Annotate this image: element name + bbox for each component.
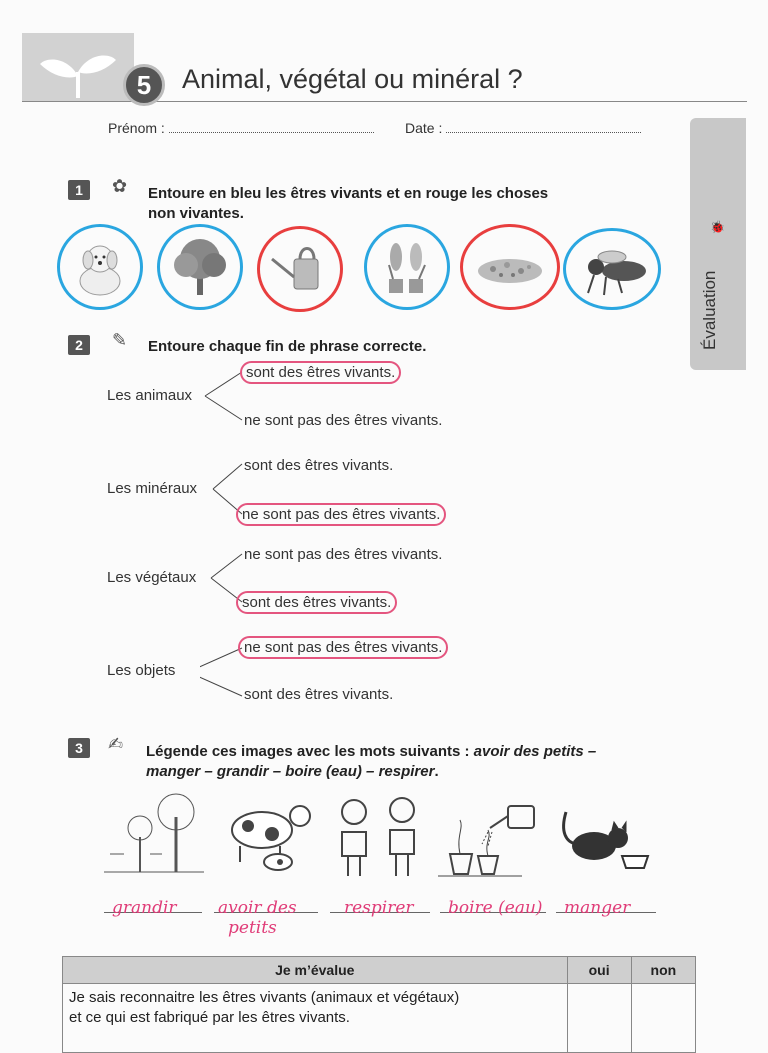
subject-vegetaux: Les végétaux <box>107 569 197 586</box>
exercise-2-number: 2 <box>68 335 90 355</box>
gravel-circle[interactable] <box>460 224 560 310</box>
cow-and-calf-icon <box>218 792 318 882</box>
dog-icon <box>60 227 140 307</box>
exercise-3-instruction: Légende ces images avec les mots suivants : avoir des petits – manger – grandir – boire (eau) – respirer. <box>146 743 597 780</box>
non-checkbox-cell[interactable] <box>631 984 695 1053</box>
option-vegetaux-bottom[interactable]: sont des êtres vivants. <box>236 591 397 614</box>
hyacinth-icon <box>367 227 447 307</box>
bee-icon <box>566 231 658 307</box>
criterion-cell: Je sais reconnaitre les êtres vivants (animaux et végétaux) et ce qui est fabriqué par les êtres vivants. <box>63 984 568 1053</box>
sequence-number-badge: 5 <box>123 64 165 106</box>
prenom-label: Prénom : <box>108 120 165 136</box>
option-vegetaux-top[interactable]: ne sont pas des êtres vivants. <box>244 546 443 563</box>
answer-petits[interactable]: petits <box>228 918 277 938</box>
sprout-icon <box>38 50 118 100</box>
cat-eating-icon <box>556 792 656 882</box>
growing-tree-icon <box>104 792 204 882</box>
dog-circle[interactable] <box>57 224 143 310</box>
answer-manger[interactable]: manger <box>564 898 631 918</box>
answer-avoir-des[interactable]: avoir des <box>218 898 297 918</box>
watering-can-icon <box>260 229 340 309</box>
evaluation-tab-label: Évaluation <box>700 270 719 350</box>
tree-icon <box>160 227 240 307</box>
page-title: Animal, végétal ou minéral ? <box>182 64 523 94</box>
children-breathing-icon <box>328 792 428 882</box>
bee-circle[interactable] <box>563 228 661 310</box>
hyacinth-circle[interactable] <box>364 224 450 310</box>
self-evaluation-table <box>62 956 696 1053</box>
pencil-circle-icon: ✎ <box>112 330 128 350</box>
option-mineraux-top[interactable]: sont des êtres vivants. <box>244 457 394 474</box>
date-field[interactable] <box>405 120 641 136</box>
tree-circle[interactable] <box>157 224 243 310</box>
answer-respirer[interactable]: respirer <box>344 898 414 918</box>
prenom-field[interactable] <box>108 120 374 136</box>
table-row <box>63 984 696 1053</box>
subject-objets: Les objets <box>107 662 176 679</box>
answer-grandir[interactable]: grandir <box>112 898 177 918</box>
header-je-m-evalue: Je m’évalue <box>63 957 568 984</box>
subject-animaux: Les animaux <box>107 387 193 404</box>
date-dotted-line[interactable] <box>446 132 641 133</box>
exercise-2-instruction: Entoure chaque fin de phrase correcte. <box>148 338 427 355</box>
option-mineraux-bottom[interactable]: ne sont pas des êtres vivants. <box>236 503 446 526</box>
prenom-dotted-line[interactable] <box>169 132 374 133</box>
option-objets-bottom[interactable]: sont des êtres vivants. <box>244 686 394 703</box>
watering-can-circle[interactable] <box>257 226 343 312</box>
flower-icon: ✿ <box>112 176 128 196</box>
oui-checkbox-cell[interactable] <box>567 984 631 1053</box>
exercise-3-number: 3 <box>68 738 90 758</box>
date-label: Date : <box>405 120 443 136</box>
exercise-1-number: 1 <box>68 180 90 200</box>
option-animaux-top[interactable]: sont des êtres vivants. <box>240 361 401 384</box>
header-non: non <box>631 957 695 984</box>
option-objets-top[interactable]: ne sont pas des êtres vivants. <box>238 636 448 659</box>
answer-boire-eau[interactable]: boire (eau) <box>448 898 543 918</box>
subject-mineraux: Les minéraux <box>107 480 198 497</box>
writing-icon: ✍ <box>108 734 124 754</box>
watering-plants-icon <box>438 792 548 882</box>
header-oui: oui <box>567 957 631 984</box>
exercise-1-instruction: Entoure en bleu les êtres vivants et en rouge les choses non vivantes. <box>148 185 549 222</box>
ladybug-icon: 🐞 <box>710 220 725 234</box>
table-header-row <box>63 957 696 984</box>
option-animaux-bottom[interactable]: ne sont pas des êtres vivants. <box>244 412 443 429</box>
gravel-icon <box>463 227 557 307</box>
